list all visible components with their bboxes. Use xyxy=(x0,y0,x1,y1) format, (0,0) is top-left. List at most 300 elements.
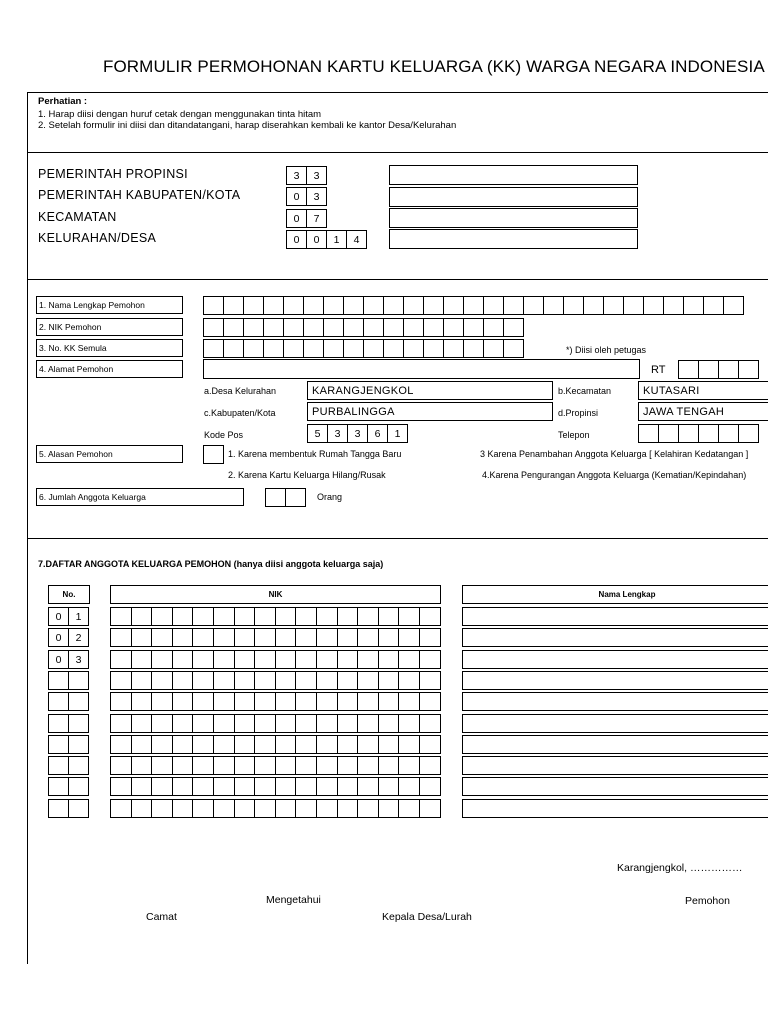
nik-cell[interactable] xyxy=(283,318,304,337)
family-row-no[interactable] xyxy=(48,799,88,818)
family-nik-cell[interactable] xyxy=(254,799,276,818)
family-nik-cell[interactable] xyxy=(419,692,441,711)
family-no-digit[interactable]: 0 xyxy=(48,607,69,626)
family-nik-cell[interactable] xyxy=(398,777,420,796)
nik-cell[interactable] xyxy=(223,318,244,337)
family-nik-cell[interactable] xyxy=(213,735,235,754)
kodepos-digit[interactable]: 6 xyxy=(367,424,388,443)
rt-cells[interactable] xyxy=(678,360,758,379)
family-nik-cell[interactable] xyxy=(378,756,400,775)
family-nik-cell[interactable] xyxy=(192,735,214,754)
reason-checkbox[interactable] xyxy=(203,445,224,464)
kodepos-digit[interactable]: 3 xyxy=(347,424,368,443)
family-nik-cell[interactable] xyxy=(419,628,441,647)
family-nik-cell[interactable] xyxy=(398,756,420,775)
family-nik-cell[interactable] xyxy=(419,650,441,669)
name-cell[interactable] xyxy=(463,296,484,315)
family-nik-cell[interactable] xyxy=(110,692,132,711)
family-nik-cell[interactable] xyxy=(254,692,276,711)
family-nik-cell[interactable] xyxy=(419,799,441,818)
code-digit[interactable]: 0 xyxy=(286,187,307,206)
family-nik-cell[interactable] xyxy=(275,756,297,775)
family-nik-cell[interactable] xyxy=(254,671,276,690)
family-nik-cell[interactable] xyxy=(254,735,276,754)
rt-cell[interactable] xyxy=(698,360,719,379)
name-cells[interactable] xyxy=(203,296,743,315)
telepon-cell[interactable] xyxy=(678,424,699,443)
family-nik-cell[interactable] xyxy=(234,799,256,818)
telepon-cell[interactable] xyxy=(718,424,739,443)
family-nik-cell[interactable] xyxy=(151,735,173,754)
code-digit[interactable]: 0 xyxy=(286,209,307,228)
family-nik-cell[interactable] xyxy=(357,628,379,647)
code-digit[interactable]: 3 xyxy=(286,166,307,185)
rt-cell[interactable] xyxy=(718,360,739,379)
family-nik-cell[interactable] xyxy=(295,756,317,775)
kk-cell[interactable] xyxy=(323,339,344,358)
code-digit[interactable]: 3 xyxy=(306,166,327,185)
name-cell[interactable] xyxy=(383,296,404,315)
family-row-no[interactable] xyxy=(48,607,88,626)
family-nik-cell[interactable] xyxy=(192,650,214,669)
name-cell[interactable] xyxy=(643,296,664,315)
family-no-digit[interactable]: 1 xyxy=(68,607,89,626)
family-nik-cell[interactable] xyxy=(131,735,153,754)
family-nik-cell[interactable] xyxy=(357,692,379,711)
family-nik-cell[interactable] xyxy=(213,799,235,818)
name-cell[interactable] xyxy=(563,296,584,315)
name-cell[interactable] xyxy=(523,296,544,315)
kabupaten-name-field[interactable] xyxy=(389,187,638,207)
nik-cell[interactable] xyxy=(443,318,464,337)
name-cell[interactable] xyxy=(423,296,444,315)
kk-cell[interactable] xyxy=(503,339,524,358)
family-nik-cell[interactable] xyxy=(234,650,256,669)
family-nik-cell[interactable] xyxy=(172,799,194,818)
family-nik-cell[interactable] xyxy=(254,650,276,669)
family-nik-cell[interactable] xyxy=(275,671,297,690)
kabupaten-code[interactable] xyxy=(286,187,326,206)
code-digit[interactable]: 4 xyxy=(346,230,367,249)
family-nik-cell[interactable] xyxy=(357,756,379,775)
family-nik-cell[interactable] xyxy=(295,692,317,711)
family-nik-cell[interactable] xyxy=(316,671,338,690)
name-cell[interactable] xyxy=(543,296,564,315)
family-nik-cell[interactable] xyxy=(110,671,132,690)
family-nik-cell[interactable] xyxy=(378,799,400,818)
kodepos-digit[interactable]: 5 xyxy=(307,424,328,443)
family-nik-cell[interactable] xyxy=(378,777,400,796)
family-row-nik[interactable] xyxy=(110,650,440,669)
nik-cell[interactable] xyxy=(243,318,264,337)
family-row-nik[interactable] xyxy=(110,628,440,647)
family-nik-cell[interactable] xyxy=(275,714,297,733)
family-nik-cell[interactable] xyxy=(151,671,173,690)
code-digit[interactable]: 3 xyxy=(306,187,327,206)
family-no-digit[interactable] xyxy=(48,777,69,796)
family-nik-cell[interactable] xyxy=(398,714,420,733)
family-nik-cell[interactable] xyxy=(213,692,235,711)
family-nik-cell[interactable] xyxy=(295,777,317,796)
nik-cell[interactable] xyxy=(463,318,484,337)
family-nik-cell[interactable] xyxy=(192,777,214,796)
name-cell[interactable] xyxy=(323,296,344,315)
family-nik-cell[interactable] xyxy=(316,628,338,647)
nik-cell[interactable] xyxy=(483,318,504,337)
family-nik-cell[interactable] xyxy=(151,799,173,818)
members-digit[interactable] xyxy=(285,488,306,507)
kk-cell[interactable] xyxy=(383,339,404,358)
code-digit[interactable]: 1 xyxy=(326,230,347,249)
family-nik-cell[interactable] xyxy=(337,607,359,626)
family-row-nik[interactable] xyxy=(110,756,440,775)
family-nik-cell[interactable] xyxy=(172,756,194,775)
family-no-digit[interactable]: 2 xyxy=(68,628,89,647)
family-nik-cell[interactable] xyxy=(131,714,153,733)
family-nik-cell[interactable] xyxy=(378,735,400,754)
family-no-digit[interactable]: 3 xyxy=(68,650,89,669)
nik-cell[interactable] xyxy=(263,318,284,337)
family-no-digit[interactable] xyxy=(48,714,69,733)
family-nik-cell[interactable] xyxy=(295,799,317,818)
kelurahan-code[interactable] xyxy=(286,230,366,249)
family-nik-cell[interactable] xyxy=(234,735,256,754)
family-nik-cell[interactable] xyxy=(110,607,132,626)
family-nik-cell[interactable] xyxy=(254,628,276,647)
address-field[interactable] xyxy=(203,359,640,379)
name-cell[interactable] xyxy=(403,296,424,315)
name-cell[interactable] xyxy=(483,296,504,315)
family-nik-cell[interactable] xyxy=(419,777,441,796)
family-nik-cell[interactable] xyxy=(316,735,338,754)
family-nik-cell[interactable] xyxy=(192,607,214,626)
family-nik-cell[interactable] xyxy=(213,671,235,690)
family-nik-cell[interactable] xyxy=(213,628,235,647)
family-row-nik[interactable] xyxy=(110,735,440,754)
family-nik-cell[interactable] xyxy=(151,607,173,626)
family-nik-cell[interactable] xyxy=(316,714,338,733)
family-row-nik[interactable] xyxy=(110,671,440,690)
family-row-name[interactable] xyxy=(462,671,768,690)
name-cell[interactable] xyxy=(583,296,604,315)
family-nik-cell[interactable] xyxy=(192,714,214,733)
desa-field[interactable]: KARANGJENGKOL xyxy=(307,381,553,400)
family-nik-cell[interactable] xyxy=(172,714,194,733)
family-row-no[interactable] xyxy=(48,756,88,775)
family-nik-cell[interactable] xyxy=(295,714,317,733)
kk-cell[interactable] xyxy=(423,339,444,358)
family-no-digit[interactable] xyxy=(48,692,69,711)
family-nik-cell[interactable] xyxy=(419,607,441,626)
name-cell[interactable] xyxy=(223,296,244,315)
family-nik-cell[interactable] xyxy=(398,671,420,690)
family-row-nik[interactable] xyxy=(110,692,440,711)
family-nik-cell[interactable] xyxy=(316,607,338,626)
family-nik-cell[interactable] xyxy=(213,756,235,775)
family-nik-cell[interactable] xyxy=(254,714,276,733)
telepon-cell[interactable] xyxy=(738,424,759,443)
telepon-cell[interactable] xyxy=(658,424,679,443)
name-cell[interactable] xyxy=(243,296,264,315)
family-row-no[interactable] xyxy=(48,777,88,796)
family-nik-cell[interactable] xyxy=(192,799,214,818)
nik-cell[interactable] xyxy=(423,318,444,337)
family-nik-cell[interactable] xyxy=(192,692,214,711)
family-nik-cell[interactable] xyxy=(316,756,338,775)
family-nik-cell[interactable] xyxy=(295,671,317,690)
family-nik-cell[interactable] xyxy=(131,692,153,711)
family-nik-cell[interactable] xyxy=(151,714,173,733)
family-nik-cell[interactable] xyxy=(213,714,235,733)
family-nik-cell[interactable] xyxy=(337,692,359,711)
family-nik-cell[interactable] xyxy=(110,628,132,647)
family-row-name[interactable] xyxy=(462,628,768,647)
family-nik-cell[interactable] xyxy=(357,607,379,626)
kk-cell[interactable] xyxy=(283,339,304,358)
family-nik-cell[interactable] xyxy=(172,650,194,669)
family-nik-cell[interactable] xyxy=(337,650,359,669)
family-nik-cell[interactable] xyxy=(378,607,400,626)
family-nik-cell[interactable] xyxy=(316,650,338,669)
family-no-digit[interactable]: 0 xyxy=(48,650,69,669)
family-nik-cell[interactable] xyxy=(357,650,379,669)
family-nik-cell[interactable] xyxy=(234,692,256,711)
family-nik-cell[interactable] xyxy=(337,628,359,647)
family-nik-cell[interactable] xyxy=(192,628,214,647)
members-cells[interactable] xyxy=(265,488,305,507)
family-nik-cell[interactable] xyxy=(357,714,379,733)
kecamatan-field[interactable]: KUTASARI xyxy=(638,381,768,400)
kk-cell[interactable] xyxy=(403,339,424,358)
family-nik-cell[interactable] xyxy=(151,650,173,669)
family-no-digit[interactable] xyxy=(68,714,89,733)
family-nik-cell[interactable] xyxy=(131,607,153,626)
kk-cells[interactable] xyxy=(203,339,523,358)
family-nik-cell[interactable] xyxy=(295,628,317,647)
nik-cell[interactable] xyxy=(203,318,224,337)
nik-cell[interactable] xyxy=(503,318,524,337)
kk-cell[interactable] xyxy=(443,339,464,358)
name-cell[interactable] xyxy=(723,296,744,315)
nik-cell[interactable] xyxy=(303,318,324,337)
family-row-nik[interactable] xyxy=(110,714,440,733)
family-nik-cell[interactable] xyxy=(110,756,132,775)
family-no-digit[interactable] xyxy=(48,756,69,775)
nik-cell[interactable] xyxy=(383,318,404,337)
family-nik-cell[interactable] xyxy=(275,735,297,754)
family-row-no[interactable] xyxy=(48,692,88,711)
family-no-digit[interactable] xyxy=(48,735,69,754)
family-row-nik[interactable] xyxy=(110,777,440,796)
name-cell[interactable] xyxy=(283,296,304,315)
kelurahan-name-field[interactable] xyxy=(389,229,638,249)
members-digit[interactable] xyxy=(265,488,286,507)
family-nik-cell[interactable] xyxy=(131,777,153,796)
family-nik-cell[interactable] xyxy=(275,799,297,818)
family-nik-cell[interactable] xyxy=(337,799,359,818)
family-nik-cell[interactable] xyxy=(151,628,173,647)
family-nik-cell[interactable] xyxy=(419,714,441,733)
name-cell[interactable] xyxy=(203,296,224,315)
family-nik-cell[interactable] xyxy=(172,692,194,711)
name-cell[interactable] xyxy=(703,296,724,315)
family-nik-cell[interactable] xyxy=(398,692,420,711)
name-cell[interactable] xyxy=(503,296,524,315)
family-nik-cell[interactable] xyxy=(398,628,420,647)
family-nik-cell[interactable] xyxy=(234,756,256,775)
family-nik-cell[interactable] xyxy=(357,735,379,754)
family-nik-cell[interactable] xyxy=(234,671,256,690)
family-nik-cell[interactable] xyxy=(316,692,338,711)
kk-cell[interactable] xyxy=(203,339,224,358)
family-nik-cell[interactable] xyxy=(337,735,359,754)
family-nik-cell[interactable] xyxy=(254,756,276,775)
kk-cell[interactable] xyxy=(483,339,504,358)
kk-cell[interactable] xyxy=(363,339,384,358)
family-nik-cell[interactable] xyxy=(110,714,132,733)
family-nik-cell[interactable] xyxy=(295,607,317,626)
family-nik-cell[interactable] xyxy=(110,650,132,669)
family-nik-cell[interactable] xyxy=(275,628,297,647)
family-row-no[interactable] xyxy=(48,671,88,690)
propinsi-name-field[interactable] xyxy=(389,165,638,185)
family-nik-cell[interactable] xyxy=(398,799,420,818)
family-nik-cell[interactable] xyxy=(295,650,317,669)
family-nik-cell[interactable] xyxy=(234,628,256,647)
family-row-nik[interactable] xyxy=(110,607,440,626)
family-nik-cell[interactable] xyxy=(131,650,153,669)
family-nik-cell[interactable] xyxy=(151,692,173,711)
family-nik-cell[interactable] xyxy=(337,777,359,796)
family-nik-cell[interactable] xyxy=(378,628,400,647)
family-row-nik[interactable] xyxy=(110,799,440,818)
family-nik-cell[interactable] xyxy=(151,756,173,775)
family-no-digit[interactable] xyxy=(68,735,89,754)
family-nik-cell[interactable] xyxy=(316,799,338,818)
family-no-digit[interactable] xyxy=(68,692,89,711)
family-row-name[interactable] xyxy=(462,692,768,711)
family-nik-cell[interactable] xyxy=(131,671,153,690)
family-nik-cell[interactable] xyxy=(275,692,297,711)
family-nik-cell[interactable] xyxy=(254,607,276,626)
telepon-cells[interactable] xyxy=(638,424,758,443)
nik-cell[interactable] xyxy=(343,318,364,337)
family-nik-cell[interactable] xyxy=(131,628,153,647)
family-nik-cell[interactable] xyxy=(419,735,441,754)
family-nik-cell[interactable] xyxy=(192,756,214,775)
family-nik-cell[interactable] xyxy=(213,650,235,669)
family-nik-cell[interactable] xyxy=(398,650,420,669)
family-nik-cell[interactable] xyxy=(131,799,153,818)
family-nik-cell[interactable] xyxy=(295,735,317,754)
family-nik-cell[interactable] xyxy=(378,714,400,733)
family-row-name[interactable] xyxy=(462,777,768,796)
family-row-no[interactable] xyxy=(48,628,88,647)
telepon-cell[interactable] xyxy=(698,424,719,443)
family-nik-cell[interactable] xyxy=(110,735,132,754)
kk-cell[interactable] xyxy=(303,339,324,358)
family-no-digit[interactable] xyxy=(48,671,69,690)
family-nik-cell[interactable] xyxy=(172,671,194,690)
kk-cell[interactable] xyxy=(343,339,364,358)
family-nik-cell[interactable] xyxy=(398,735,420,754)
family-no-digit[interactable] xyxy=(68,671,89,690)
family-nik-cell[interactable] xyxy=(337,671,359,690)
family-nik-cell[interactable] xyxy=(378,671,400,690)
name-cell[interactable] xyxy=(623,296,644,315)
family-nik-cell[interactable] xyxy=(337,714,359,733)
kk-cell[interactable] xyxy=(223,339,244,358)
family-nik-cell[interactable] xyxy=(357,777,379,796)
family-nik-cell[interactable] xyxy=(234,777,256,796)
kk-cell[interactable] xyxy=(243,339,264,358)
family-nik-cell[interactable] xyxy=(275,607,297,626)
family-row-no[interactable] xyxy=(48,650,88,669)
name-cell[interactable] xyxy=(263,296,284,315)
family-nik-cell[interactable] xyxy=(172,607,194,626)
family-row-name[interactable] xyxy=(462,650,768,669)
family-nik-cell[interactable] xyxy=(275,650,297,669)
name-cell[interactable] xyxy=(663,296,684,315)
family-nik-cell[interactable] xyxy=(213,607,235,626)
propinsi-code[interactable] xyxy=(286,166,326,185)
family-nik-cell[interactable] xyxy=(378,650,400,669)
family-nik-cell[interactable] xyxy=(110,799,132,818)
code-digit[interactable]: 0 xyxy=(286,230,307,249)
family-row-no[interactable] xyxy=(48,714,88,733)
family-nik-cell[interactable] xyxy=(192,671,214,690)
kk-cell[interactable] xyxy=(263,339,284,358)
family-row-name[interactable] xyxy=(462,756,768,775)
family-row-name[interactable] xyxy=(462,735,768,754)
family-nik-cell[interactable] xyxy=(398,607,420,626)
name-cell[interactable] xyxy=(303,296,324,315)
kabupaten-field[interactable]: PURBALINGGA xyxy=(307,402,553,421)
propinsi-field[interactable]: JAWA TENGAH xyxy=(638,402,768,421)
family-nik-cell[interactable] xyxy=(378,692,400,711)
family-row-name[interactable] xyxy=(462,607,768,626)
name-cell[interactable] xyxy=(343,296,364,315)
family-no-digit[interactable]: 0 xyxy=(48,628,69,647)
rt-cell[interactable] xyxy=(678,360,699,379)
rt-cell[interactable] xyxy=(738,360,759,379)
kodepos-cells[interactable] xyxy=(307,424,407,443)
name-cell[interactable] xyxy=(363,296,384,315)
kecamatan-name-field[interactable] xyxy=(389,208,638,228)
family-no-digit[interactable] xyxy=(48,799,69,818)
family-nik-cell[interactable] xyxy=(172,735,194,754)
code-digit[interactable]: 7 xyxy=(306,209,327,228)
family-nik-cell[interactable] xyxy=(172,628,194,647)
kk-cell[interactable] xyxy=(463,339,484,358)
nik-cells[interactable] xyxy=(203,318,523,337)
family-nik-cell[interactable] xyxy=(151,777,173,796)
family-row-no[interactable] xyxy=(48,735,88,754)
family-nik-cell[interactable] xyxy=(419,756,441,775)
family-nik-cell[interactable] xyxy=(110,777,132,796)
family-nik-cell[interactable] xyxy=(419,671,441,690)
family-nik-cell[interactable] xyxy=(172,777,194,796)
family-nik-cell[interactable] xyxy=(213,777,235,796)
kodepos-digit[interactable]: 3 xyxy=(327,424,348,443)
name-cell[interactable] xyxy=(683,296,704,315)
family-no-digit[interactable] xyxy=(68,799,89,818)
family-nik-cell[interactable] xyxy=(275,777,297,796)
family-nik-cell[interactable] xyxy=(234,607,256,626)
family-nik-cell[interactable] xyxy=(131,756,153,775)
family-nik-cell[interactable] xyxy=(234,714,256,733)
nik-cell[interactable] xyxy=(403,318,424,337)
